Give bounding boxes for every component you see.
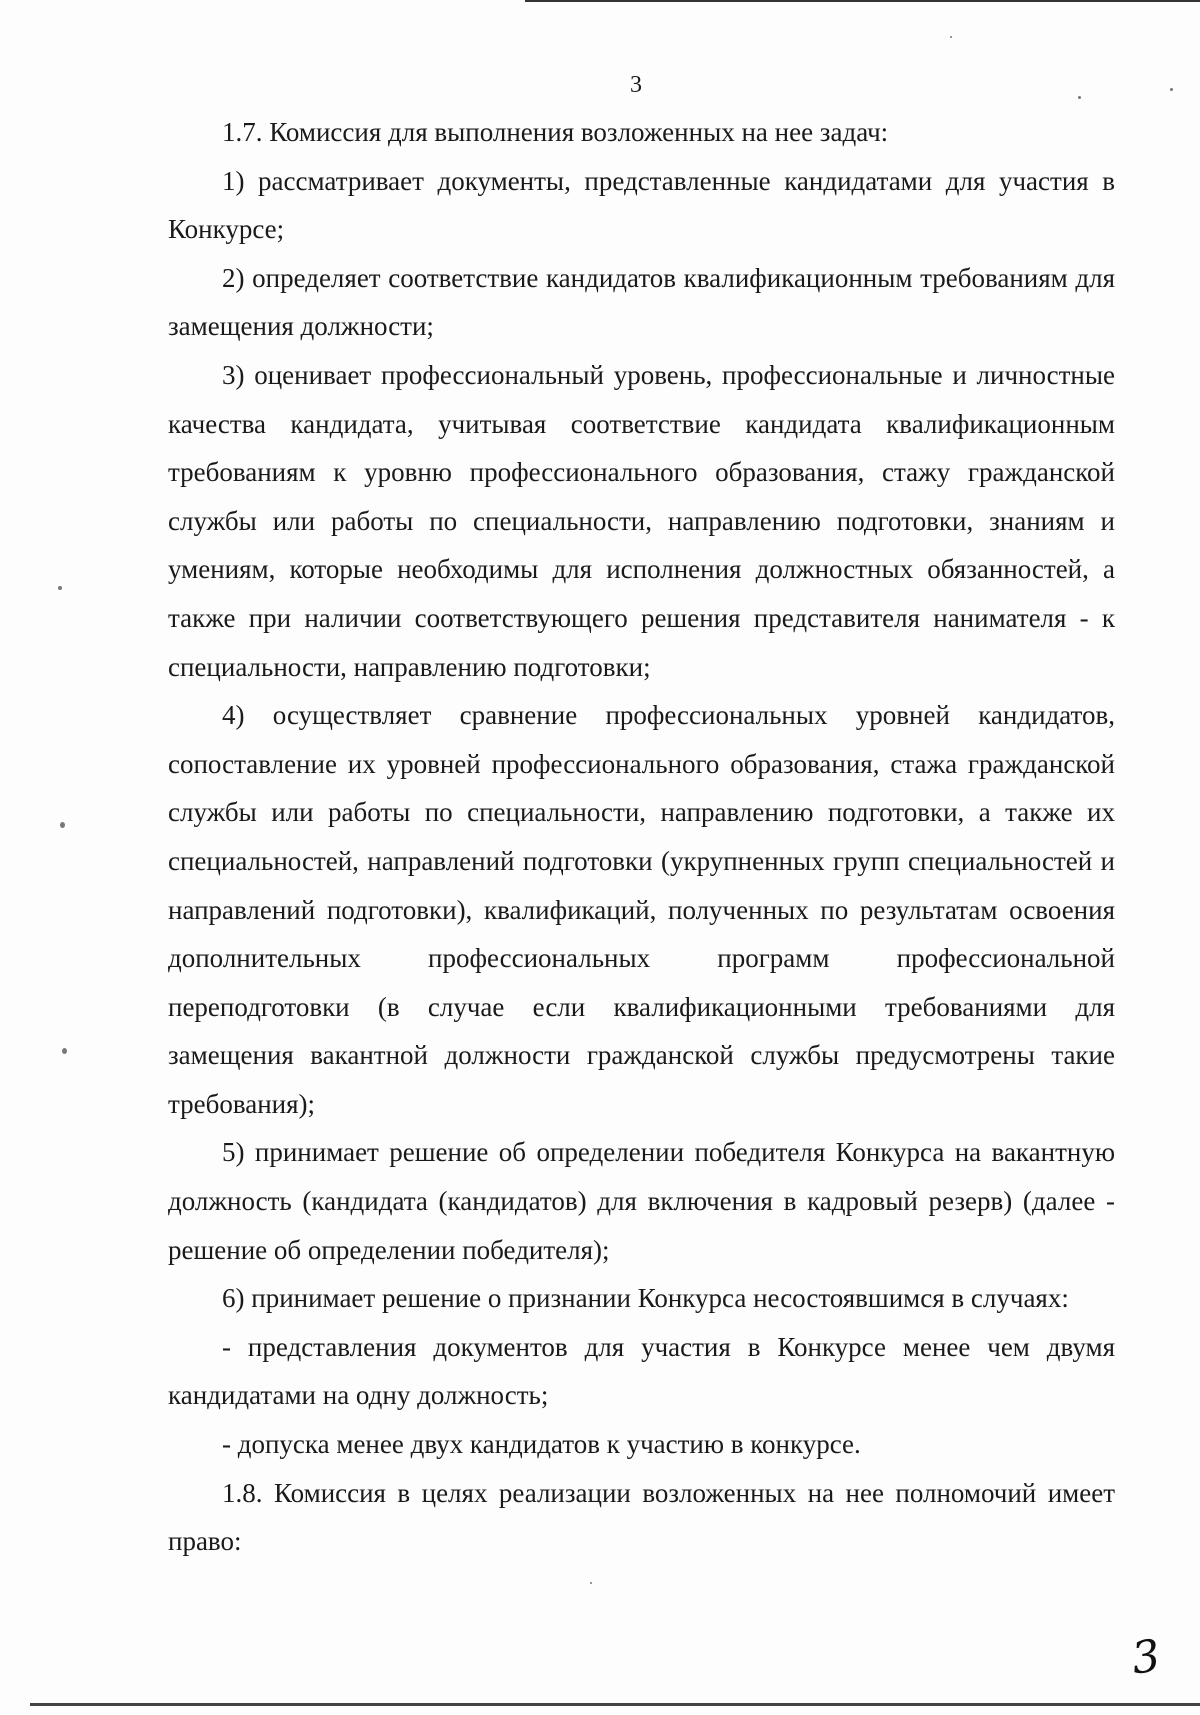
scan-speck [590,1582,592,1584]
scan-speck [62,1048,67,1054]
handwritten-page-number: 3 [1128,1630,1164,1685]
paragraph-item-3: 3) оценивает профессиональный уровень, профессиональные и личностные качества кандидата, учитывая соответствие кандидата квалификационным требованиям к уровню профессионального образования, стажу гражданской службы или работы по специальности, направлению подготовки, знаниям и умениям, которые необходимы для исполнения должностных обязанностей, а также при наличии соответствующего решения представителя нанимателя - к специальности, направлению подготовки; [168,359,1115,682]
paragraph-subitem-1: - представления документов для участия в Конкурсе менее чем двумя кандидатами на одну должность; [168,1331,1115,1411]
paragraph-1-7: 1.7. Комиссия для выполнения возложенных на нее задач: [222,117,889,147]
scan-speck [1170,88,1173,91]
document-body [168,108,1115,1566]
paragraph-item-2: 2) определяет соответствие кандидатов квалификационным требованиям для замещения должности; [168,262,1115,342]
scan-speck [1078,96,1081,99]
paragraph-item-5: 5) принимает решение об определении победителя Конкурса на вакантную должность (кандидата (кандидатов) для включения в кадровый резерв) (далее - решение об определении победителя); [168,1137,1115,1265]
scan-speck [950,36,952,38]
scan-speck [60,822,65,828]
paragraph-1-8: 1.8. Комиссия в целях реализации возложенных на нее полномочий имеет право: [168,1477,1115,1557]
scan-edge-bottom [30,1703,1200,1706]
paragraph-item-1: 1) рассматривает документы, представленные кандидатами для участия в Конкурсе; [168,165,1115,245]
page-number: 3 [630,72,642,98]
scan-edge-top [525,0,1200,2]
paragraph-item-4: 4) осуществляет сравнение профессиональных уровней кандидатов, сопоставление их уровней профессионального образования, стажа гражданской службы или работы по специальности, направлению подготовки, а также их специальностей, направлений подготовки (укрупненных групп специальностей и направлений подготовки), квалификаций, полученных по результатам освоения дополнительных профессиональных программ профессиональной переподготовки (в случае если квалификационными требованиями для замещения вакантной должности гражданской службы предусмотрены такие требования); [168,700,1115,1119]
paragraph-item-6: 6) принимает решение о признании Конкурса несостоявшимся в случаях: [222,1283,1069,1314]
scan-speck [58,586,62,590]
paragraph-subitem-2: - допуска менее двух кандидатов к участию в конкурсе. [222,1429,861,1460]
